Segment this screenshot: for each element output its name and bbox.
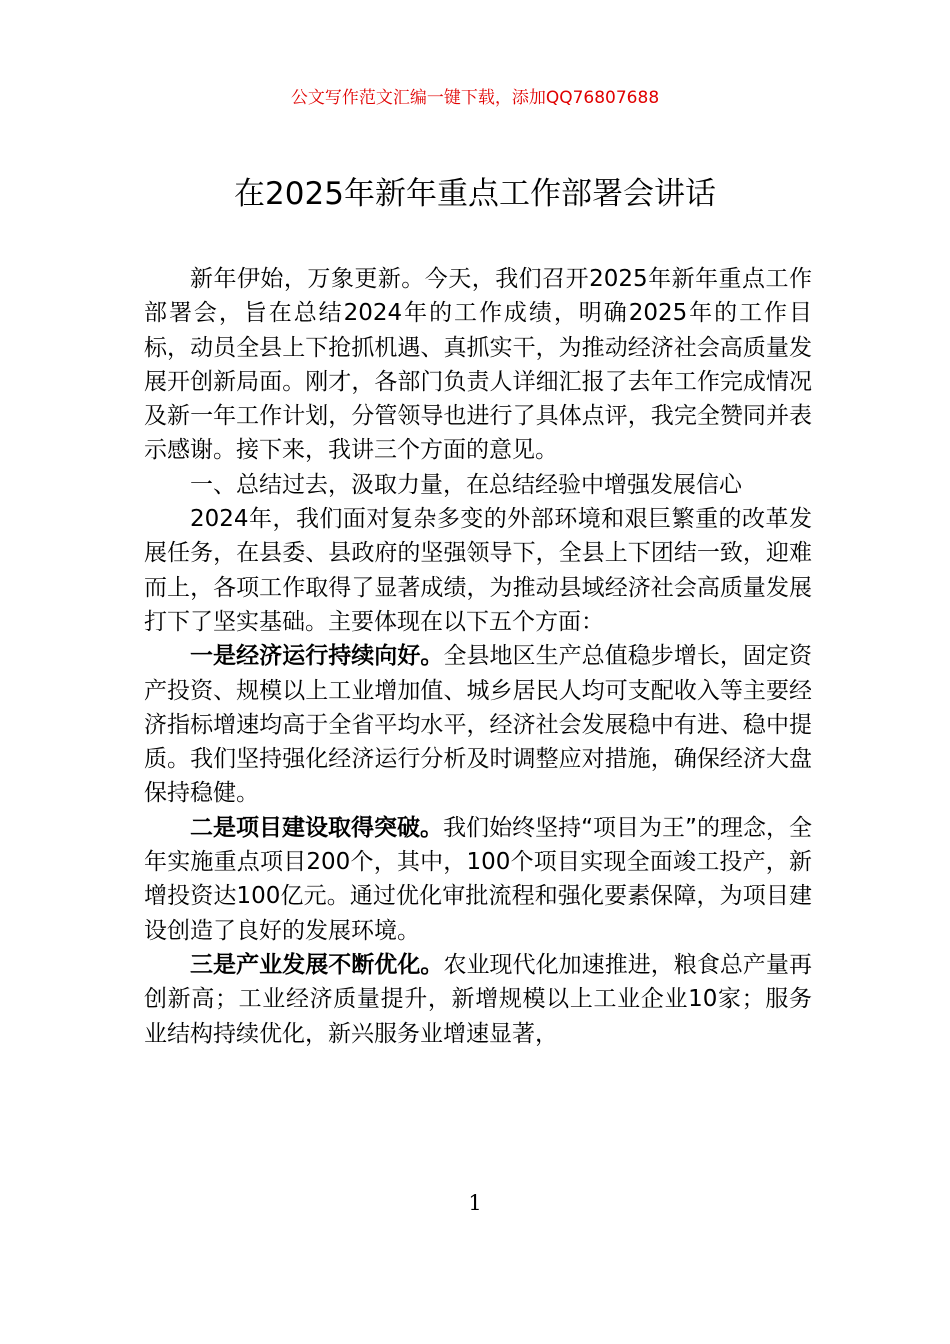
download-notice: 公文写作范文汇编一键下载，添加QQ76807688 [290, 88, 660, 108]
paragraph-lead: 一是经济运行持续向好。 [190, 643, 444, 670]
paragraph-text: 2024年，我们面对复杂多变的外部环境和艰巨繁重的改革发展任务，在县委、县政府的坚强领导下，全县上下团结一致，迎难而上，各项工作取得了显著成绩，为推动县域经济社会高质量发展打下了坚实基础。主要体现在以下五个方面： [144, 506, 812, 635]
paragraph-text: 我们始终坚持“项目为王”的理念，全年实施重点项目200个，其中，100个项目实现全面竣工投产，新增投资达100亿元。通过优化审批流程和强化要素保障，为项目建设创造了良好的发展环境。 [144, 814, 813, 944]
section-heading-one [144, 468, 812, 502]
paragraph-point-two [144, 811, 812, 948]
paragraph-text: 一、总结过去，汲取力量，在总结经验中增强发展信心 [190, 471, 742, 498]
paragraph-point-one [144, 639, 812, 810]
paragraph-text: 新年伊始，万象更新。今天，我们召开2025年新年重点工作部署会，旨在总结2024年的工作成绩，明确2025年的工作目标，动员全县上下抢抓机遇、真抓实干，为推动经济社会高质量发展开创新局面。刚才，各部门负责人详细汇报了去年工作完成情况及新一年工作计划，分管领导也进行了具体点评，我完全赞同并表示感谢。接下来，我讲三个方面的意见。 [144, 266, 812, 464]
paragraph-text: 全县地区生产总值稳步增长，固定资产投资、规模以上工业增加值、城乡居民人均可支配收入等主要经济指标增速均高于全省平均水平，经济社会发展稳中有进、稳中提质。我们坚持强化经济运行分析及时调整应对措施，确保经济大盘保持稳健。 [144, 643, 813, 807]
paragraph-summary [144, 502, 812, 639]
paragraph-text: 农业现代化加速推进，粮食总产量再创新高；工业经济质量提升，新增规模以上工业企业10家；服务业结构持续优化，新兴服务业增速显著， [144, 951, 813, 1047]
page-title: 在2025年新年重点工作部署会讲话 [234, 176, 716, 212]
document-body [144, 262, 812, 1051]
paragraph-lead: 三是产业发展不断优化。 [190, 951, 444, 978]
paragraph-lead: 二是项目建设取得突破。 [190, 814, 444, 841]
paragraph-point-three [144, 948, 812, 1051]
page-number: 1 [468, 1191, 482, 1215]
paragraph-intro [144, 262, 812, 468]
